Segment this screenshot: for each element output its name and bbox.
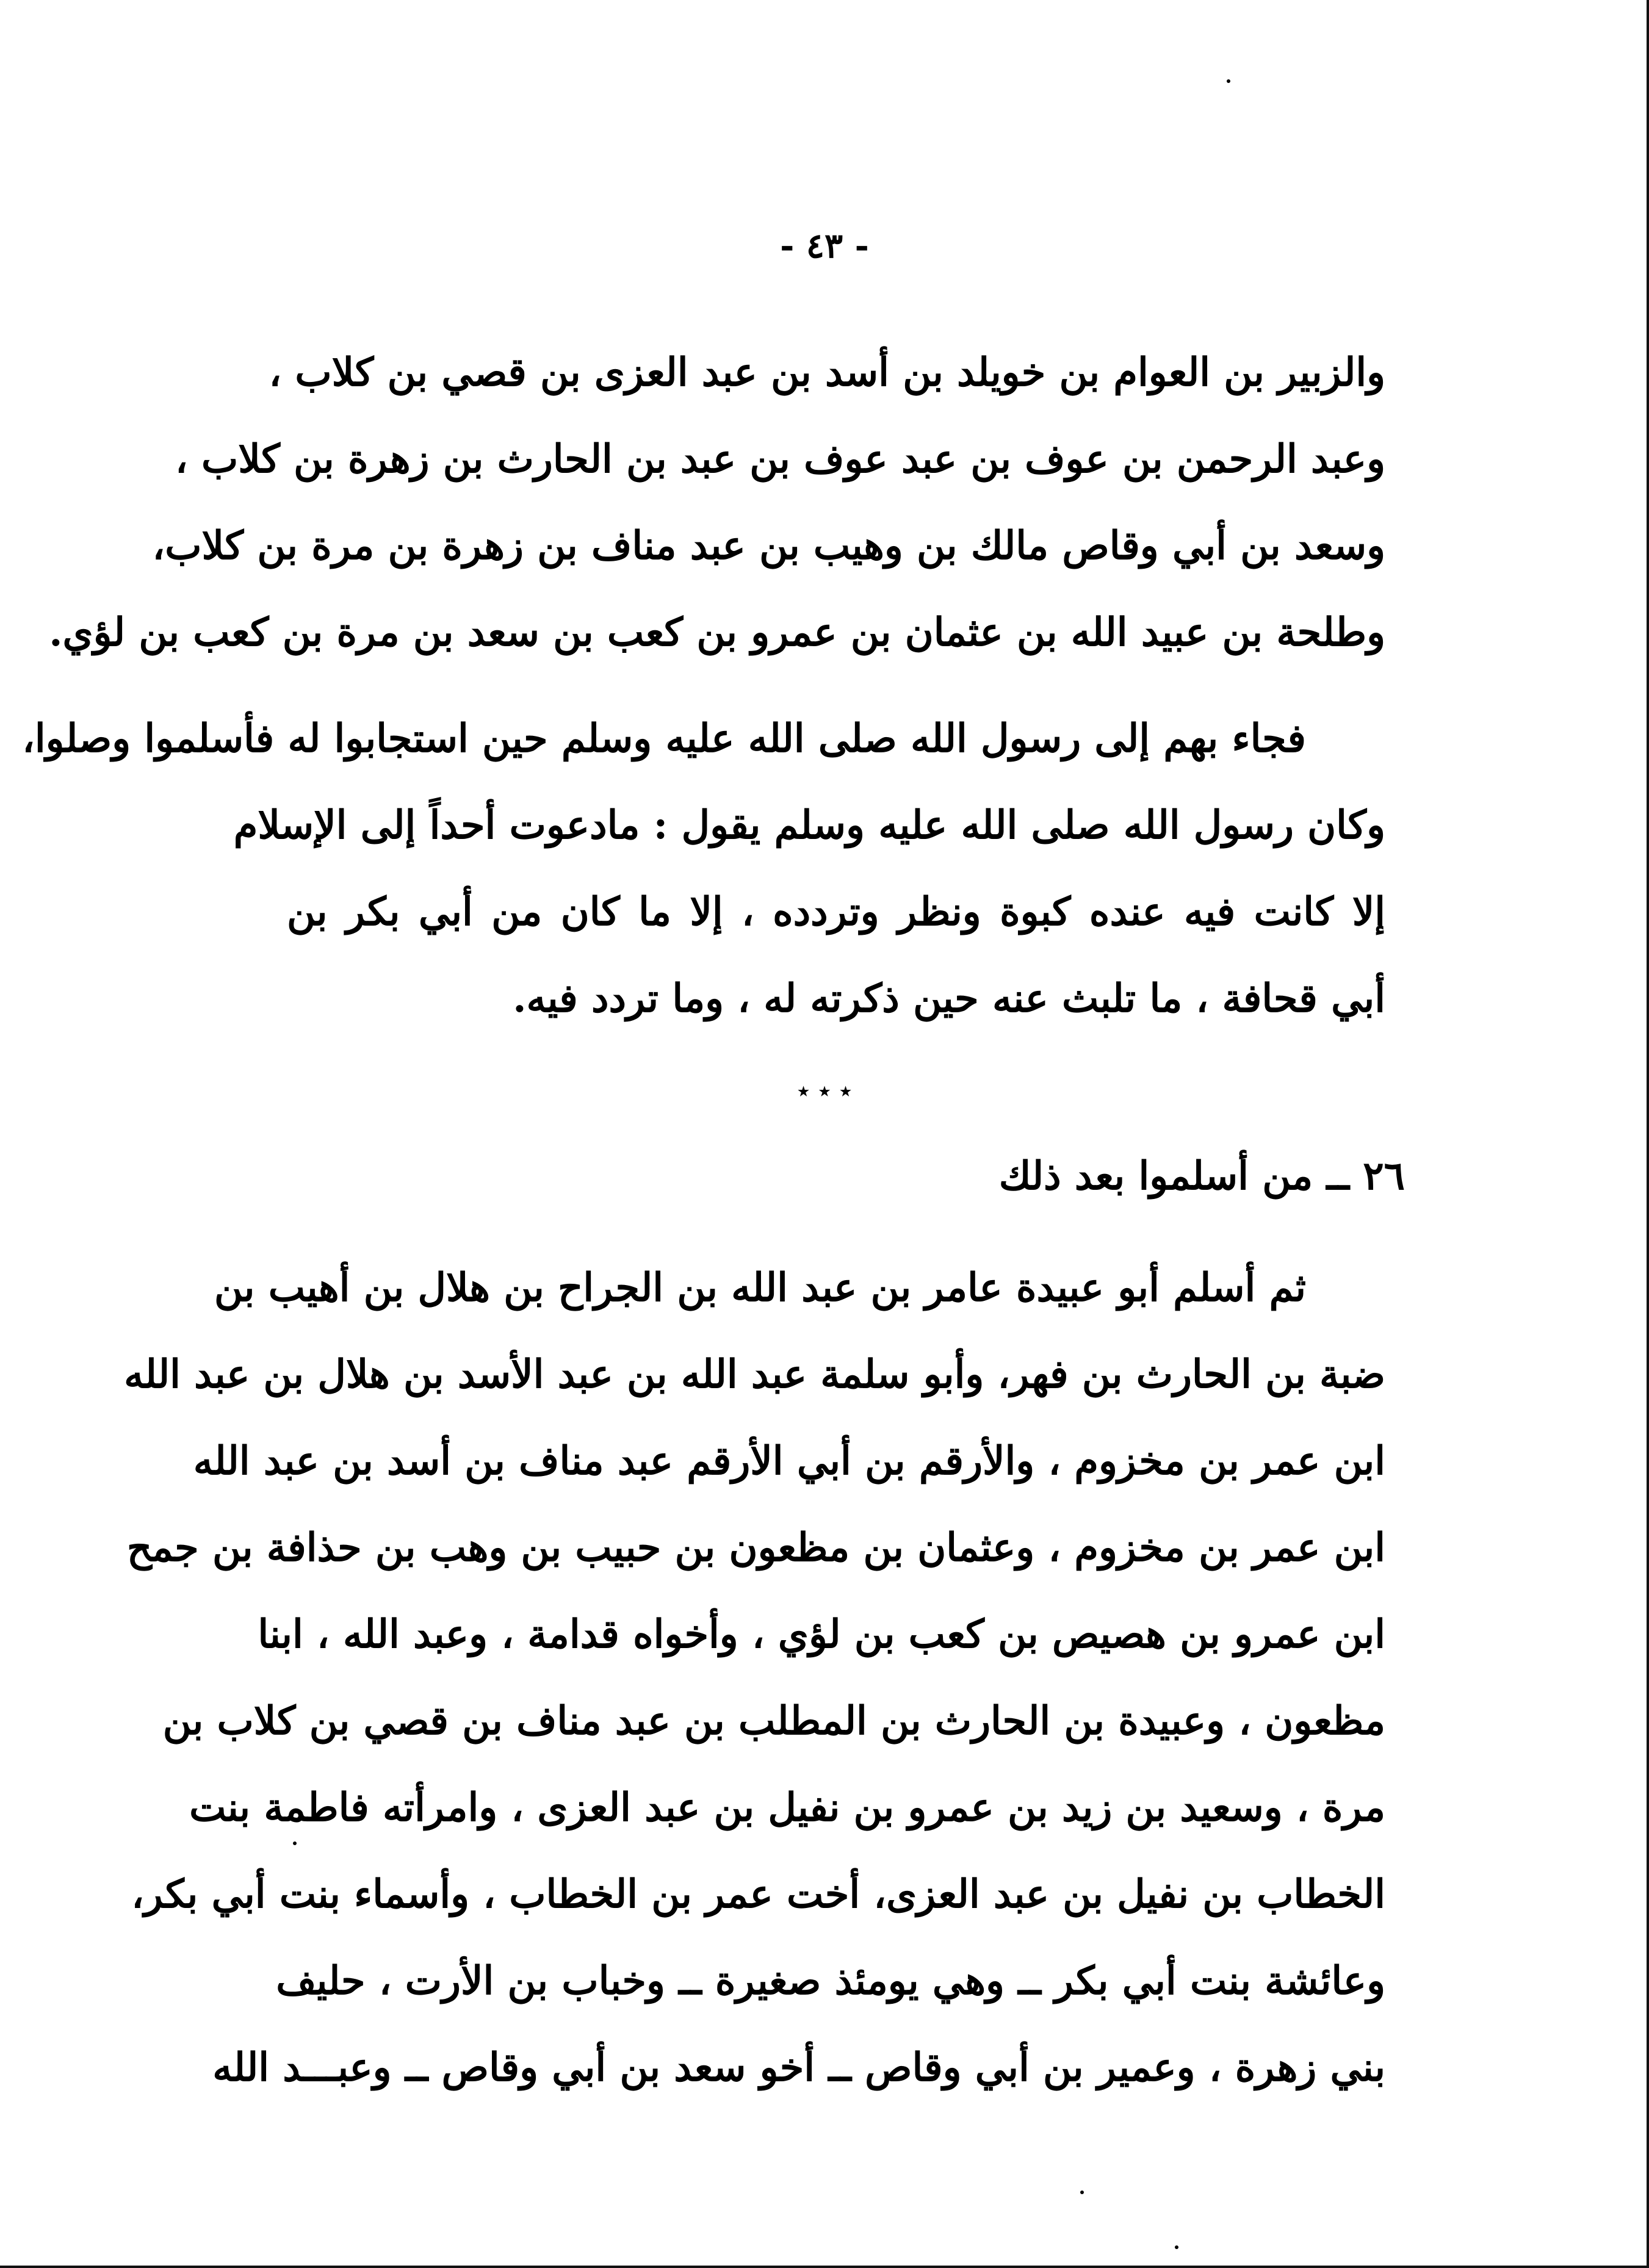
text-line: ابن عمرو بن هصيص بن كعب بن لؤي ، وأخواه قدامة ، وعبد الله ، ابنا	[258, 1611, 1385, 1657]
text-line: والزبير بن العوام بن خويلد بن أسد بن عبد العزى بن قصي بن كلاب ،	[269, 350, 1385, 395]
paragraph-companions	[49, 329, 1385, 676]
text-line: أبي قحافة ، ما تلبث عنه حين ذكرته له ، وما تردد فيه.	[513, 976, 1385, 1021]
text-line: بني زهرة ، وعمير بن أبي وقاص ــ أخو سعد بن أبي وقاص ــ وعبـــد الله	[212, 2045, 1385, 2090]
page-edge-bottom	[0, 2266, 1649, 2268]
text-line: الخطاب بن نفيل بن عبد العزى، أخت عمر بن الخطاب ، وأسماء بنت أبي بكر،	[131, 1871, 1385, 1917]
text-line: ثم أسلم أبو عبيدة عامر بن عبد الله بن الجراح بن هلال بن أهيب بن	[214, 1265, 1306, 1311]
paragraph-later-converts	[124, 1245, 1385, 2111]
section-heading: ٢٦ ــ من أسلموا بعد ذلك	[998, 1153, 1405, 1199]
scan-speck	[1175, 2245, 1178, 2249]
text-line: وكان رسول الله صلى الله عليه وسلم يقول : مادعوت أحداً إلى الإسلام	[233, 802, 1385, 848]
scan-speck	[1227, 79, 1230, 83]
page-edge-right	[1647, 0, 1649, 2268]
text-line: مرة ، وسعيد بن زيد بن عمرو بن نفيل بن عبد العزى ، وامرأته فاطمة بنت	[189, 1785, 1385, 1831]
text-line: ابن عمر بن مخزوم ، وعثمان بن مظعون بن حبيب بن وهب بن حذافة بن جمح	[126, 1525, 1385, 1571]
text-line: وسعد بن أبي وقاص مالك بن وهيب بن عبد مناف بن زهرة بن مرة بن كلاب،	[152, 523, 1385, 569]
page-number: - ٤٣ -	[780, 226, 869, 266]
scan-speck	[293, 1841, 297, 1845]
text-line: وعائشة بنت أبي بكر ــ وهي يومئذ صغيرة ــ وخباب بن الأرت ، حليف	[276, 1958, 1385, 2004]
text-line: ابن عمر بن مخزوم ، والأرقم بن أبي الأرقم عبد مناف بن أسد بن عبد الله	[193, 1438, 1385, 1484]
scan-speck	[1080, 2191, 1084, 2194]
section-divider-ornament: ٭ ٭ ٭	[796, 1077, 853, 1105]
text-line: وطلحة بن عبيد الله بن عثمان بن عمرو بن كعب بن سعد بن مرة بن كعب بن لؤي.	[49, 610, 1385, 655]
text-line: ضبة بن الحارث بن فهر، وأبو سلمة عبد الله بن عبد الأسد بن هلال بن عبد الله	[124, 1352, 1385, 1397]
text-line: إلا كانت فيه عنده كبوة ونظر وتردده ، إلا ما كان من أبي بكر بن	[287, 889, 1385, 935]
text-line: مظعون ، وعبيدة بن الحارث بن المطلب بن عبد مناف بن قصي بن كلاب بن	[162, 1698, 1385, 1744]
text-line: وعبد الرحمن بن عوف بن عبد عوف بن عبد بن الحارث بن زهرة بن كلاب ،	[175, 436, 1385, 482]
text-line: فجاء بهم إلى رسول الله صلى الله عليه وسلم حين استجابوا له فأسلموا وصلوا،	[22, 716, 1306, 761]
paragraph-prophet-saying	[22, 696, 1385, 1042]
